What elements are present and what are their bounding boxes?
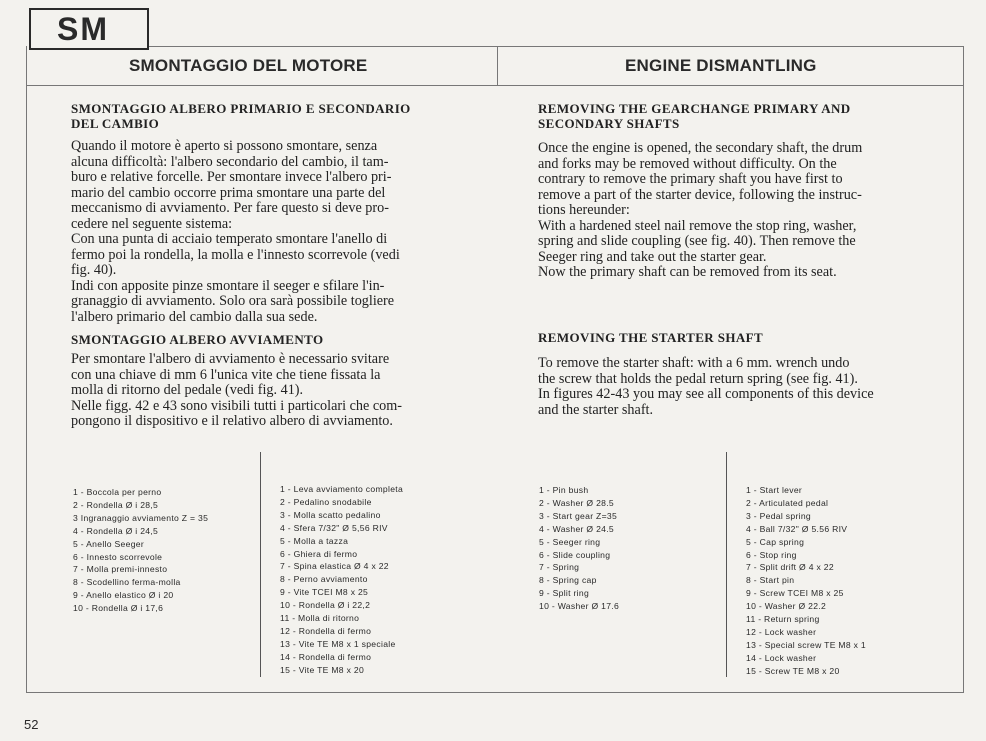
it-section2-body-line: pongono il dispositivo e il relativo albero di avviamento. xyxy=(71,413,393,429)
it-parts-list-fig42 xyxy=(73,486,208,615)
it-parts-list-fig43-line: 4 - Sfera 7/32" Ø 5,56 RIV xyxy=(280,522,388,533)
title-rule xyxy=(26,85,964,86)
section-badge-text: SM xyxy=(57,11,109,47)
it-parts-list-fig43-line: 6 - Ghiera di fermo xyxy=(280,548,358,559)
it-parts-list-fig43-line: 13 - Vite TE M8 x 1 speciale xyxy=(280,638,396,649)
en-parts-list-fig43-line: 12 - Lock washer xyxy=(746,626,817,637)
it-section2-heading-line: SMONTAGGIO ALBERO AVVIAMENTO xyxy=(71,332,324,347)
it-parts-list-fig42-line: 9 - Anello elastico Ø i 20 xyxy=(73,590,174,601)
en-section1-body xyxy=(538,141,862,281)
en-parts-list-fig42-line: 7 - Spring xyxy=(539,562,580,573)
it-parts-list-fig43-line: 7 - Spina elastica Ø 4 x 22 xyxy=(280,561,389,572)
it-section2-body xyxy=(71,352,402,430)
en-section2-heading xyxy=(538,330,763,345)
en-section1-body-line: remove a part of the starter device, following the instruc- xyxy=(538,186,862,203)
title-italian: SMONTAGGIO DEL MOTORE xyxy=(129,56,368,75)
en-section1-body-line: Seeger ring and take out the starter gear. xyxy=(538,248,767,265)
en-section1-body-line: Once the engine is opened, the secondary shaft, the drum xyxy=(538,140,863,156)
en-section2-heading-line: REMOVING THE STARTER SHAFT xyxy=(538,330,764,345)
it-parts-list-fig43-line: 1 - Leva avviamento completa xyxy=(280,484,404,494)
en-parts-list-fig42-line: 9 - Split ring xyxy=(539,588,590,599)
title-english: ENGINE DISMANTLING xyxy=(625,56,817,75)
top-rule xyxy=(148,46,964,47)
en-section2-body-line: In figures 42-43 you may see all components of this device xyxy=(538,386,874,402)
en-parts-separator xyxy=(726,452,727,677)
en-parts-list-fig43-line: 1 - Start lever xyxy=(746,485,803,495)
it-parts-list-fig43-line: 14 - Rondella di fermo xyxy=(280,651,372,662)
en-parts-list-fig43-line: 10 - Washer Ø 22.2 xyxy=(746,601,827,612)
it-section2-body-line: molla di ritorno del pedale (vedi fig. 41). xyxy=(71,382,304,398)
it-section1-body-line: mario del cambio occorre prima smontare una parte del xyxy=(71,184,386,201)
it-section1-body-line: Con una punta di acciaio temperato smontare l'anello di xyxy=(71,231,388,247)
it-section2-body-line: con una chiave di mm 6 l'unica vite che tiene fissata la xyxy=(71,366,381,383)
it-section2-body-line: Nelle figg. 42 e 43 sono visibili tutti i particolari che com- xyxy=(71,397,402,414)
en-section1-heading-line: SECONDARY SHAFTS xyxy=(538,116,680,131)
en-parts-list-fig42-line: 6 - Slide coupling xyxy=(539,549,611,560)
en-parts-list-fig43-line: 3 - Pedal spring xyxy=(746,510,811,521)
en-parts-list-fig43-line: 13 - Special screw TE M8 x 1 xyxy=(746,639,867,650)
it-section1-body-line: buro e relative forcelle. Per smontare invece l'albero pri- xyxy=(71,169,392,185)
en-section2-body xyxy=(538,356,874,418)
it-parts-list-fig43-line: 3 - Molla scatto pedalino xyxy=(280,509,381,520)
it-parts-list-fig43-line: 5 - Molla a tazza xyxy=(280,535,349,546)
it-parts-list-fig42-line: 8 - Scodellino ferma-molla xyxy=(73,577,181,588)
it-section1-body-line: Quando il motore è aperto si possono smontare, senza xyxy=(71,138,378,154)
it-parts-separator xyxy=(260,452,261,677)
it-section1-heading-line: SMONTAGGIO ALBERO PRIMARIO E SECONDARIO xyxy=(71,101,411,116)
en-section2-body-line: and the starter shaft. xyxy=(538,401,654,418)
en-parts-list-fig42 xyxy=(539,484,619,613)
it-parts-list-fig43-line: 8 - Perno avviamento xyxy=(280,574,368,585)
it-section1-body-line: meccanismo di avviamento. Per fare questo si deve pro- xyxy=(71,200,389,216)
it-parts-list-fig43-line: 9 - Vite TCEI M8 x 25 xyxy=(280,587,369,598)
en-section1-body-line: contrary to remove the primary shaft you have first to xyxy=(538,171,843,187)
en-parts-list-fig43-line: 15 - Screw TE M8 x 20 xyxy=(746,665,840,676)
it-section1-body-line: l'albero primario del cambio dalla sua sede. xyxy=(71,308,318,325)
title-column-separator xyxy=(497,46,498,86)
it-section1-body-line: granaggio di avviamento. Solo ora sarà possibile togliere xyxy=(71,293,395,309)
en-parts-list-fig43-line: 7 - Split drift Ø 4 x 22 xyxy=(746,562,834,573)
en-parts-list-fig42-line: 10 - Washer Ø 17.6 xyxy=(539,601,620,612)
it-section2-heading xyxy=(71,332,323,347)
it-section1-body-line: fermo poi la rondella, la molla e l'innesto scorrevole (vedi xyxy=(71,246,400,263)
page-number: 52 xyxy=(24,717,39,732)
en-parts-list-fig43-line: 9 - Screw TCEI M8 x 25 xyxy=(746,588,844,599)
en-parts-list-fig43-line: 6 - Stop ring xyxy=(746,549,797,560)
en-section1-body-line: Now the primary shaft can be removed from its seat. xyxy=(538,264,837,280)
it-section1-body-line: alcuna difficoltà: l'albero secondario del cambio, il tam- xyxy=(71,153,389,170)
it-parts-list-fig42-line: 5 - Anello Seeger xyxy=(73,538,145,549)
en-parts-list-fig43-line: 14 - Lock washer xyxy=(746,652,817,663)
it-parts-list-fig43-line: 15 - Vite TE M8 x 20 xyxy=(280,664,365,675)
it-parts-list-fig43 xyxy=(280,483,403,677)
en-parts-list-fig43-line: 4 - Ball 7/32" Ø 5.56 RIV xyxy=(746,523,848,534)
it-section1-heading-line: DEL CAMBIO xyxy=(71,116,160,131)
en-parts-list-fig42-line: 5 - Seeger ring xyxy=(539,536,601,547)
it-parts-list-fig42-line: 10 - Rondella Ø i 17,6 xyxy=(73,603,164,614)
it-section1-body-line: Indi con apposite pinze smontare il seeger e sfilare l'in- xyxy=(71,277,385,294)
en-parts-list-fig42-line: 2 - Washer Ø 28.5 xyxy=(539,497,614,508)
en-section1-body-line: tions hereunder: xyxy=(538,202,630,218)
it-parts-list-fig42-line: 1 - Boccola per perno xyxy=(73,487,162,497)
en-parts-list-fig42-line: 3 - Start gear Z=35 xyxy=(539,510,618,521)
en-section1-body-line: and forks may be removed without difficulty. On the xyxy=(538,155,837,172)
it-section1-body-line: fig. 40). xyxy=(71,262,117,278)
it-section1-body xyxy=(71,139,400,325)
it-parts-list-fig43-line: 2 - Pedalino snodabile xyxy=(280,496,372,507)
en-parts-list-fig43-line: 5 - Cap spring xyxy=(746,536,805,547)
it-parts-list-fig43-line: 12 - Rondella di fermo xyxy=(280,625,372,636)
en-parts-list-fig42-line: 4 - Washer Ø 24.5 xyxy=(539,523,614,534)
it-section2-body-line: Per smontare l'albero di avviamento è necessario svitare xyxy=(71,351,390,367)
it-parts-list-fig43-line: 10 - Rondella Ø i 22,2 xyxy=(280,600,371,611)
it-parts-list-fig43-line: 11 - Molla di ritorno xyxy=(280,613,360,624)
en-section1-heading xyxy=(538,101,851,131)
en-parts-list-fig42-line: 8 - Spring cap xyxy=(539,575,597,586)
en-parts-list-fig43-line: 11 - Return spring xyxy=(746,614,820,625)
it-parts-list-fig42-line: 4 - Rondella Ø i 24,5 xyxy=(73,525,159,536)
en-parts-list-fig43-line: 2 - Articulated pedal xyxy=(746,497,829,508)
en-parts-list-fig42-line: 1 - Pin bush xyxy=(539,485,589,495)
en-section1-heading-line: REMOVING THE GEARCHANGE PRIMARY AND xyxy=(538,101,851,116)
section-badge xyxy=(29,8,149,50)
en-section2-body-line: To remove the starter shaft: with a 6 mm. wrench undo xyxy=(538,355,850,371)
en-parts-list-fig43-line: 8 - Start pin xyxy=(746,575,795,586)
en-section1-body-line: spring and slide coupling (see fig. 40). Then remove the xyxy=(538,233,856,249)
en-parts-list-fig43 xyxy=(746,484,866,678)
it-parts-list-fig42-line: 3 Ingranaggio avviamento Z = 35 xyxy=(73,512,209,523)
it-parts-list-fig42-line: 6 - Innesto scorrevole xyxy=(73,551,163,562)
it-section1-body-line: cedere nel seguente sistema: xyxy=(71,215,233,232)
it-parts-list-fig42-line: 2 - Rondella Ø i 28,5 xyxy=(73,499,159,510)
en-section2-body-line: the screw that holds the pedal return spring (see fig. 41). xyxy=(538,370,858,387)
it-section1-heading xyxy=(71,101,411,131)
en-section1-body-line: With a hardened steel nail remove the stop ring, washer, xyxy=(538,217,857,234)
it-parts-list-fig42-line: 7 - Molla premi-innesto xyxy=(73,564,168,575)
